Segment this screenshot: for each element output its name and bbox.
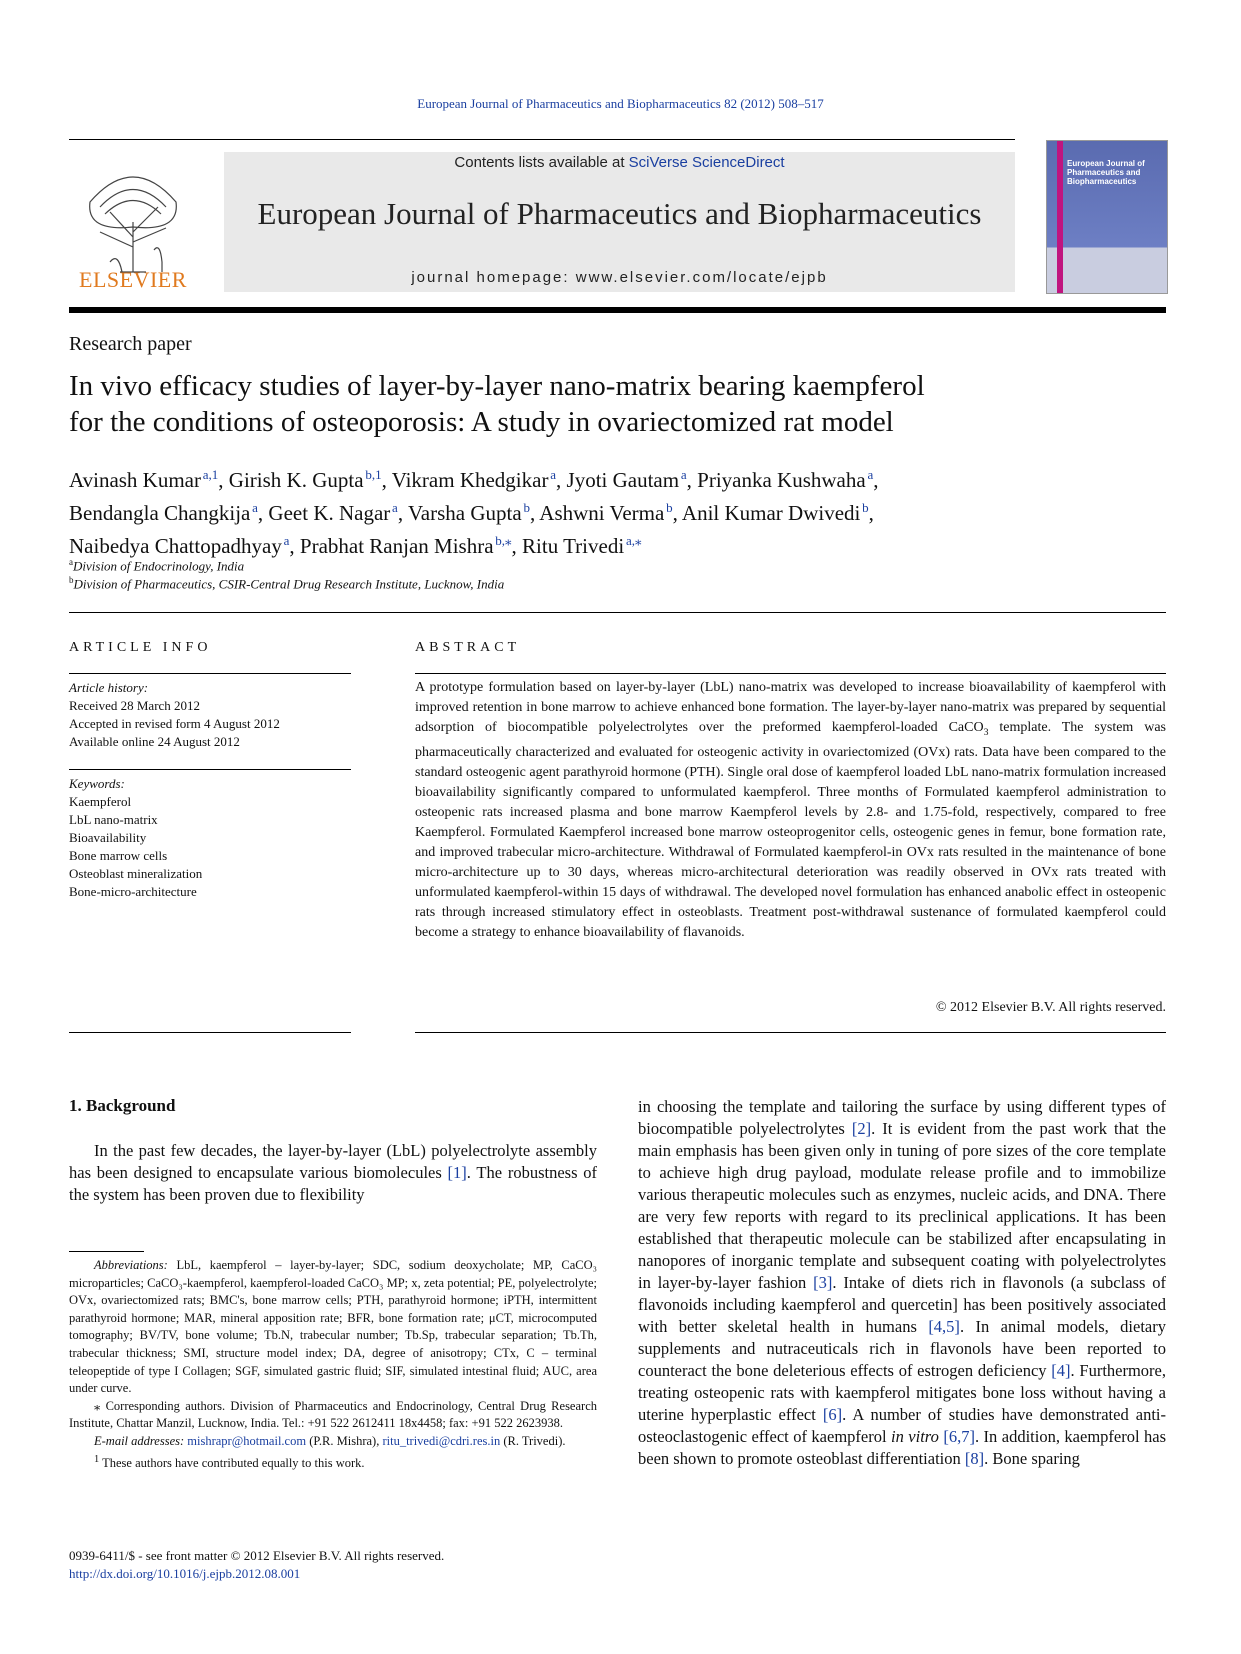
ref-link[interactable]: [6] xyxy=(822,1405,843,1424)
keyword: Bone-micro-architecture xyxy=(69,884,197,899)
affil-text: Division of Pharmaceutics, CSIR-Central Drug Research Institute, Lucknow, India xyxy=(73,576,505,592)
author-affil-sup[interactable]: b xyxy=(666,500,673,515)
author-sep: , xyxy=(556,468,567,492)
received-date: Received 28 March 2012 xyxy=(69,698,201,713)
para-text: . Intake of diets rich in flavonols (a subclass of flavonoids including kaempferol and quercetin] has been positively associated with better skeletal health in humans xyxy=(638,1273,1166,1336)
para-text: . In addition, kaempferol has been shown to promote osteoblast differentiation xyxy=(638,1427,1167,1468)
ref-link[interactable]: [6,7] xyxy=(943,1427,975,1446)
cover-stripe xyxy=(1057,141,1063,293)
author-sep: , xyxy=(218,468,229,492)
author-affil-sup[interactable]: a xyxy=(392,500,398,515)
affil-sup: a xyxy=(69,557,73,567)
author-name: Bendangla Changkija xyxy=(69,501,251,525)
author-sep: , xyxy=(672,501,682,525)
article-title xyxy=(69,368,1169,440)
ref-link[interactable]: [8] xyxy=(964,1449,985,1468)
info-bottom-rule xyxy=(69,1032,351,1033)
abbrev-text: LbL, kaempferol – layer-by-layer; SDC, sodium deoxycholate; MP, CaCO₃ microparticles; CaCO₃-kaempferol, kaempferol-loaded CaCO₃ MP; x, zeta potential; PE, polyelectrolyte; OVx, ovariectomized rats; BMC's, bone marrow cells; PTH, parathyroid hormone; iPTH, intermittent parathyroid hormone; MAR, mineral apposition rate; BFR, bone formation rate; μCT, microcomputed tomography; BV/TV, bone volume; Tb.N, trabecular number; Tb.Sp, trabecular separation; Tb.Th, trabecular thickness; SMI, structure model index; DA, degree of anisotropy; CTx, C – terminal teleopeptide of type I Collagen; SGF, simulated gastric fluid; SIF, simulated intestinal fluid; AUC, area under curve. xyxy=(69,1258,597,1396)
title-line-1: In vivo efficacy studies of layer-by-layer nano-matrix bearing kaempferol xyxy=(69,370,925,402)
header-top-rule xyxy=(69,139,1015,140)
abbreviations-footnote xyxy=(69,1257,597,1398)
author-name: Girish K. Gupta xyxy=(228,468,364,492)
para-text: . The robustness of the system has been proven due to flexibility xyxy=(69,1163,598,1204)
right-column-paragraph xyxy=(638,1096,1166,1470)
contents-line xyxy=(224,154,1015,171)
info-rule-1 xyxy=(69,673,351,674)
affil-sup: b xyxy=(69,575,74,585)
doi-link[interactable]: http://dx.doi.org/10.1016/j.ejpb.2012.08.001 xyxy=(69,1566,301,1581)
italic-term: in vitro xyxy=(891,1427,939,1446)
ref-link[interactable]: [2] xyxy=(851,1119,872,1138)
author-affil-sup[interactable]: a,⁎ xyxy=(625,533,642,548)
author-affil-sup[interactable]: b,⁎ xyxy=(495,533,512,548)
author-sep: , xyxy=(381,468,392,492)
abstract-part-2: template. The system was pharmaceutically characterized and evaluated for osteogenic activity in ovariectomized (OVx) rats. Data have been compared to the standard osteogenic agent parathyroid hormone (PTH). Single oral dose of kaempferol loaded LbL nano-matrix formulation increased bioavailability significantly compared to unformulated kaempferol. Three months of Formulated kaempferol administration to osteopenic rats increased plasma and bone marrow Kaempferol levels by 2.8- and 1.75-fold, respectively, compared to free Kaempferol. Formulated Kaempferol increased bone marrow osteoprogenitor cells, osteogenic genes in femur, bone formation rate, and improved trabecular micro-architecture. Withdrawal of Formulated kaempferol-in OVx rats resulted in the maintenance of bone micro-architecture up to 30 days, whereas micro-architectural deterioration was readily observed in OVx rats treated with unformulated kaempferol-within 15 days of withdrawal. The developed novel formulation has enhanced anabolic effect in osteopenic rats through increased stimulatory effect in osteoblasts. Treatment post-withdrawal sustenance of formulated kaempferol could become a strategy to enhance bioavailability of flavanoids. xyxy=(415,720,1167,940)
author-name: Geet K. Nagar xyxy=(268,501,391,525)
bottom-metadata xyxy=(69,1547,444,1583)
sciencedirect-link[interactable]: SciVerse ScienceDirect xyxy=(628,154,785,171)
author-sep: , xyxy=(397,501,408,525)
section-type: Research paper xyxy=(69,333,192,355)
ref-link[interactable]: [4] xyxy=(1051,1361,1071,1380)
title-line-2: for the conditions of osteoporosis: A study in ovariectomized rat model xyxy=(69,406,894,438)
para-text: . Furthermore, treating osteopenic rats with kaempferol mitigates bone loss without having a uterine hyperplastic effect xyxy=(638,1361,1166,1424)
affil-text: Division of Endocrinology, India xyxy=(73,558,245,574)
journal-cover-image[interactable] xyxy=(1046,140,1168,294)
footnote-sup: 1 xyxy=(94,1453,100,1465)
equal-text: These authors have contributed equally to this work. xyxy=(99,1455,365,1470)
left-column-paragraph xyxy=(69,1140,597,1206)
author-name: Vikram Khedgikar xyxy=(391,468,549,492)
journal-homepage[interactable]: journal homepage: www.elsevier.com/locate/ejpb xyxy=(411,269,828,286)
ref-link[interactable]: [3] xyxy=(813,1273,833,1292)
keyword: Bone marrow cells xyxy=(69,848,168,863)
email-link-trivedi[interactable]: ritu_trivedi@cdri.res.in xyxy=(382,1433,501,1448)
corresponding-footnote: ⁎ Corresponding authors. Division of Pharmaceutics and Endocrinology, Central Drug Research Institute, Chattar Manzil, Lucknow, India. Tel.: +91 522 2612411 18x4458; fax: +91 522 2623938. xyxy=(69,1398,597,1431)
author-affil-sup[interactable]: a,1 xyxy=(202,467,219,482)
info-rule-2 xyxy=(69,769,351,770)
email-who: (R. Trivedi). xyxy=(500,1433,566,1448)
para-text: . It is evident from the past work that the main emphasis has been given only in tuning of pore sizes of the core template to achieve high drug payload, modulate release profile and to immobilize various therapeutic molecules such as enzymes, nucleic acids, and DNA. There are very few reports with regard to its preclinical applications. It has been established that therapeutic molecule can be stabilized after encapsulating in nanopores of inorganic template and subsequent coating with polyelectrolytes in layer-by-layer fashion xyxy=(638,1119,1166,1292)
para-text: . In animal models, dietary supplements and nutraceuticals rich in flavonols have been reported to counteract the bone deleterious effects of estrogen deficiency xyxy=(638,1317,1166,1380)
abbrev-label: Abbreviations: xyxy=(94,1258,168,1272)
history-label: Article history: xyxy=(69,680,149,695)
ref-link[interactable]: [1] xyxy=(447,1163,467,1182)
cover-title: European Journal of Pharmaceutics and Biopharmaceutics xyxy=(1067,159,1145,186)
keyword: LbL nano-matrix xyxy=(69,812,158,827)
author-name: Naibedya Chattopadhyay xyxy=(69,534,282,558)
article-history xyxy=(69,679,351,751)
keyword: Bioavailability xyxy=(69,830,147,845)
keyword: Osteoblast mineralization xyxy=(69,866,203,881)
para-text: in choosing the template and tailoring the surface by using different types of biocompatible polyelectrolytes xyxy=(638,1097,1166,1138)
revised-date: Accepted in revised form 4 August 2012 xyxy=(69,716,280,731)
email-label: E-mail addresses: xyxy=(94,1433,185,1448)
online-date: Available online 24 August 2012 xyxy=(69,734,240,749)
abstract-copyright: © 2012 Elsevier B.V. All rights reserved. xyxy=(935,1000,1166,1015)
journal-citation[interactable]: European Journal of Pharmaceutics and Biopharmaceutics 82 (2012) 508–517 xyxy=(417,96,824,111)
author-name: Anil Kumar Dwivedi xyxy=(681,501,861,525)
author-affil-sup[interactable]: a xyxy=(283,533,290,548)
author-affil-sup[interactable]: b xyxy=(862,500,869,515)
author-sep: , xyxy=(529,501,540,525)
author-sep: , xyxy=(289,534,300,558)
abstract-text xyxy=(415,678,1166,943)
author-affil-sup[interactable]: a xyxy=(252,500,258,515)
author-sep: , xyxy=(511,534,523,558)
author-affil-sup[interactable]: b,1 xyxy=(365,467,382,482)
affiliation-a xyxy=(69,557,244,574)
author-name: Priyanka Kushwaha xyxy=(697,468,866,492)
author-name: Jyoti Gautam xyxy=(566,468,680,492)
email-who: (P.R. Mishra), xyxy=(306,1433,383,1448)
header-bottom-rule xyxy=(69,307,1166,313)
para-text: . Bone sparing xyxy=(984,1449,1080,1468)
equal-contribution-footnote xyxy=(69,1451,597,1473)
ref-link[interactable]: [4,5] xyxy=(928,1317,960,1336)
affiliation-b xyxy=(69,575,504,592)
author-name: Varsha Gupta xyxy=(407,501,522,525)
abstract-part-1: A prototype formulation based on layer-by-layer (LbL) nano-matrix was developed to increase bioavailability of kaempferol with improved retention in bone marrow to achieve enhanced bone formation. The layer-by-layer nano-matrix was prepared by sequential adsorption of biocompatible polyelectrolytes over the preformed kaempferol-loaded CaCO xyxy=(415,680,1166,735)
keyword: Kaempferol xyxy=(69,794,132,809)
author-affil-sup[interactable]: a xyxy=(867,467,874,482)
author-sep: , xyxy=(257,501,269,525)
abstract-bottom-rule xyxy=(415,1032,1166,1033)
elsevier-wordmark[interactable]: ELSEVIER xyxy=(79,267,187,292)
author-sep: , xyxy=(873,468,879,492)
author-affil-sup[interactable]: b xyxy=(523,500,530,515)
journal-masthead xyxy=(224,152,1015,292)
abstract-rule xyxy=(415,673,1166,674)
author-line-1 xyxy=(69,461,1169,494)
author-affil-sup[interactable]: a xyxy=(680,467,687,482)
abstract-subscript: 3 xyxy=(983,726,989,738)
para-text: . A number of studies have demonstrated anti-osteoclastogenic effect of kaempferol xyxy=(638,1405,1166,1446)
author-name: Avinash Kumar xyxy=(69,468,201,492)
footnotes xyxy=(69,1257,597,1472)
contents-prefix: Contents lists available at xyxy=(454,154,629,171)
email-footnote xyxy=(69,1433,597,1451)
section-heading: 1. Background xyxy=(69,1096,176,1115)
author-affil-sup[interactable]: a xyxy=(550,467,557,482)
article-info-heading: ARTICLE INFO xyxy=(69,640,212,655)
author-name: Prabhat Ranjan Mishra xyxy=(299,534,494,558)
footnote-rule xyxy=(69,1251,144,1252)
author-line-2 xyxy=(69,494,1169,527)
keywords-block xyxy=(69,775,351,901)
author-list xyxy=(69,461,1169,560)
email-link-mishra[interactable]: mishrapr@hotmail.com xyxy=(187,1433,307,1448)
keywords-label: Keywords: xyxy=(69,776,125,791)
author-line-3 xyxy=(69,527,1169,560)
author-name: Ritu Trivedi xyxy=(522,534,625,558)
abstract-heading: ABSTRACT xyxy=(415,640,521,655)
author-sep: , xyxy=(686,468,698,492)
title-bottom-rule xyxy=(69,612,1166,613)
para-text: In the past few decades, the layer-by-layer (LbL) polyelectrolyte assembly has been designed to encapsulate various biomolecules xyxy=(69,1141,597,1182)
journal-title: European Journal of Pharmaceutics and Biopharmaceutics xyxy=(257,196,982,231)
front-matter: 0939-6411/$ - see front matter © 2012 Elsevier B.V. All rights reserved. xyxy=(69,1548,445,1563)
author-sep: , xyxy=(868,501,874,525)
author-name: Ashwni Verma xyxy=(539,501,665,525)
